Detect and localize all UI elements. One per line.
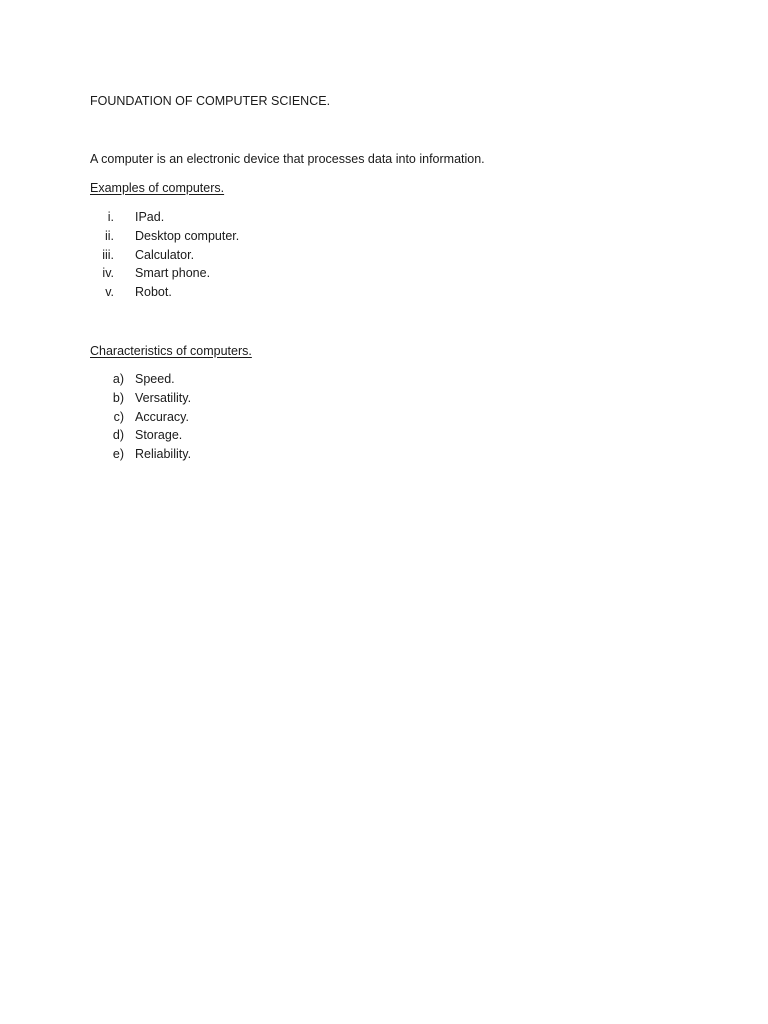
list-item-text: IPad. — [135, 210, 165, 224]
list-marker: ii. — [104, 228, 114, 243]
list-item-text: Desktop computer. — [135, 228, 240, 243]
intro-paragraph: A computer is an electronic device that processes data into information. — [90, 152, 485, 166]
list-item-text: Smart phone. — [135, 266, 211, 281]
list-marker: a) — [112, 372, 124, 386]
list-item-text: Storage. — [135, 428, 183, 443]
list-item — [0, 411, 768, 430]
list-item — [0, 267, 768, 286]
list-item — [0, 211, 768, 230]
list-item-text: Versatility. — [135, 390, 192, 405]
list-marker: e) — [112, 447, 124, 462]
characteristics-list — [0, 373, 768, 467]
list-item — [0, 448, 768, 467]
list-item — [0, 286, 768, 305]
list-marker: v. — [105, 285, 114, 300]
list-item — [0, 392, 768, 411]
characteristics-heading: Characteristics of computers. — [90, 344, 252, 358]
document-title: FOUNDATION OF COMPUTER SCIENCE. — [90, 94, 331, 108]
list-marker: b) — [112, 390, 124, 405]
list-marker: d) — [112, 428, 124, 443]
list-item-text: Robot. — [135, 285, 172, 300]
list-item — [0, 429, 768, 448]
examples-heading: Examples of computers. — [90, 181, 225, 195]
list-marker: c) — [113, 409, 124, 424]
list-item-text: Calculator. — [135, 247, 195, 262]
list-marker: i. — [107, 210, 114, 224]
list-item-text: Speed. — [135, 372, 175, 386]
list-item — [0, 249, 768, 268]
list-item — [0, 230, 768, 249]
examples-list — [0, 211, 768, 305]
list-item — [0, 373, 768, 392]
list-marker: iii. — [102, 247, 114, 262]
list-item-text: Accuracy. — [135, 409, 189, 424]
list-item-text: Reliability. — [135, 447, 192, 462]
list-marker: iv. — [102, 266, 114, 281]
